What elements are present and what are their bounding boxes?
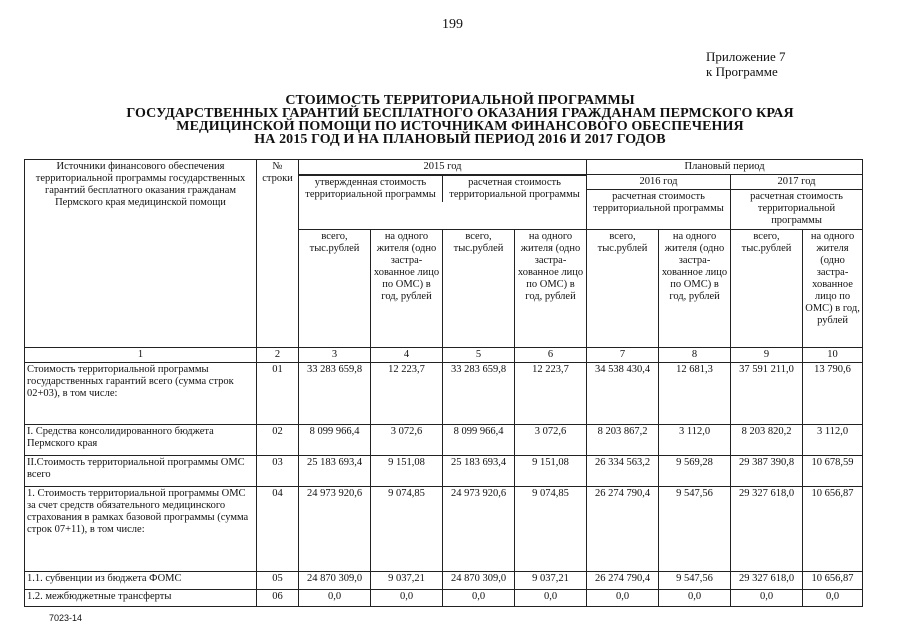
header-per-resident-2016: на одного жителя (одно застра-хованное лицо по ОМС) в год, рублей	[659, 230, 731, 348]
row-value: 3 112,0	[659, 425, 731, 456]
column-number: 4	[371, 348, 443, 363]
header-year-2017: 2017 год	[731, 175, 863, 190]
row-value: 26 274 790,4	[587, 487, 659, 572]
row-value: 24 973 920,6	[443, 487, 515, 572]
row-value: 0,0	[515, 590, 587, 607]
table-row	[25, 363, 863, 425]
row-value: 10 656,87	[803, 487, 863, 572]
row-value: 0,0	[443, 590, 515, 607]
row-number: 04	[257, 487, 299, 572]
title-line-3: МЕДИЦИНСКОЙ ПОМОЩИ ПО ИСТОЧНИКАМ ФИНАНСОВОГО ОБЕСПЕЧЕНИЯ	[176, 119, 744, 134]
row-source-name: Стоимость территориальной программы государственных гарантий всего (сумма строк 02+03), в том числе:	[25, 363, 257, 425]
row-value: 9 547,56	[659, 487, 731, 572]
row-value: 25 183 693,4	[299, 456, 371, 487]
table-body	[25, 363, 863, 607]
row-value: 0,0	[803, 590, 863, 607]
row-number: 06	[257, 590, 299, 607]
row-value: 34 538 430,4	[587, 363, 659, 425]
row-value: 9 037,21	[371, 572, 443, 590]
row-value: 12 223,7	[371, 363, 443, 425]
row-number: 02	[257, 425, 299, 456]
header-row-number: № строки	[257, 160, 299, 348]
row-value: 9 074,85	[515, 487, 587, 572]
appendix-line-2: к Программе	[706, 64, 778, 79]
row-value: 10 678,59	[803, 456, 863, 487]
row-value: 29 327 618,0	[731, 487, 803, 572]
column-number: 7	[587, 348, 659, 363]
header-source: Источники финансового обеспечения территориальной программы государственных гарантий бесплатного оказания гражданам Пермского края медицинской помощи	[25, 160, 257, 348]
header-planned-period: Плановый период	[587, 160, 863, 175]
column-number: 5	[443, 348, 515, 363]
column-number: 8	[659, 348, 731, 363]
row-value: 9 569,28	[659, 456, 731, 487]
title-line-1: СТОИМОСТЬ ТЕРРИТОРИАЛЬНОЙ ПРОГРАММЫ	[285, 93, 635, 108]
row-value: 26 274 790,4	[587, 572, 659, 590]
row-value: 8 099 966,4	[443, 425, 515, 456]
row-value: 10 656,87	[803, 572, 863, 590]
row-value: 0,0	[587, 590, 659, 607]
table-row	[25, 487, 863, 572]
title-line-2: ГОСУДАРСТВЕННЫХ ГАРАНТИЙ БЕСПЛАТНОГО ОКАЗАНИЯ ГРАЖДАНАМ ПЕРМСКОГО КРАЯ	[126, 106, 794, 121]
row-value: 8 099 966,4	[299, 425, 371, 456]
row-value: 0,0	[731, 590, 803, 607]
page-number: 199	[442, 17, 463, 32]
table-row	[25, 572, 863, 590]
row-value: 9 547,56	[659, 572, 731, 590]
row-value: 33 283 659,8	[299, 363, 371, 425]
row-value: 9 151,08	[371, 456, 443, 487]
row-source-name: 1.2. межбюджетные трансферты	[25, 590, 257, 607]
row-value: 9 037,21	[515, 572, 587, 590]
row-value: 24 973 920,6	[299, 487, 371, 572]
row-value: 8 203 867,2	[587, 425, 659, 456]
appendix-note	[706, 49, 786, 79]
header-year-2016: 2016 год	[587, 175, 731, 190]
row-source-name: 1. Стоимость территориальной программы ОМС за счет средств обязательного медицинского страхования в рамках базовой программы (сумма строк 07+11), в том числе:	[25, 487, 257, 572]
row-number: 01	[257, 363, 299, 425]
row-value: 12 223,7	[515, 363, 587, 425]
title-line-4: НА 2015 ГОД И НА ПЛАНОВЫЙ ПЕРИОД 2016 И 2017 ГОДОВ	[254, 132, 666, 147]
column-number: 2	[257, 348, 299, 363]
footer-code: 7023-14	[49, 613, 83, 623]
header-total-2017: всего, тыс.рублей	[731, 230, 803, 348]
header-total-2015-calculated: всего, тыс.рублей	[443, 230, 515, 348]
column-number: 6	[515, 348, 587, 363]
row-value: 24 870 309,0	[443, 572, 515, 590]
appendix-line-1: Приложение 7	[706, 49, 786, 64]
row-value: 24 870 309,0	[299, 572, 371, 590]
header-per-resident-2015-calculated: на одного жителя (одно застра-хованное лицо по ОМС) в год, рублей	[515, 230, 587, 348]
row-value: 0,0	[659, 590, 731, 607]
row-value: 8 203 820,2	[731, 425, 803, 456]
row-number: 05	[257, 572, 299, 590]
header-2017-calculated: расчетная стоимость территориальной программы	[731, 190, 863, 230]
row-value: 33 283 659,8	[443, 363, 515, 425]
column-number: 10	[803, 348, 863, 363]
row-value: 3 072,6	[515, 425, 587, 456]
row-value: 29 387 390,8	[731, 456, 803, 487]
row-source-name: II.Стоимость территориальной программы ОМС всего	[25, 456, 257, 487]
table-row	[25, 456, 863, 487]
financing-table	[24, 159, 863, 607]
document-title	[60, 94, 860, 146]
header-2015-placeholder	[299, 175, 587, 230]
row-value: 9 074,85	[371, 487, 443, 572]
column-number: 9	[731, 348, 803, 363]
row-value: 3 112,0	[803, 425, 863, 456]
header-2015-calculated: расчетная стоимость территориальной программы	[443, 175, 586, 202]
row-value: 9 151,08	[515, 456, 587, 487]
column-number: 1	[25, 348, 257, 363]
row-source-name: I. Средства консолидированного бюджета Пермского края	[25, 425, 257, 456]
row-value: 13 790,6	[803, 363, 863, 425]
row-value: 0,0	[299, 590, 371, 607]
header-per-resident-2015-approved: на одного жителя (одно застра-хованное лицо по ОМС) в год, рублей	[371, 230, 443, 348]
column-number: 3	[299, 348, 371, 363]
row-value: 29 327 618,0	[731, 572, 803, 590]
row-number: 03	[257, 456, 299, 487]
header-total-2015-approved: всего, тыс.рублей	[299, 230, 371, 348]
row-value: 25 183 693,4	[443, 456, 515, 487]
table-row	[25, 425, 863, 456]
row-value: 37 591 211,0	[731, 363, 803, 425]
row-value: 26 334 563,2	[587, 456, 659, 487]
table-row	[25, 590, 863, 607]
row-value: 12 681,3	[659, 363, 731, 425]
column-number-row	[25, 348, 863, 363]
header-2016-calculated: расчетная стоимость территориальной программы	[587, 190, 731, 230]
row-value: 0,0	[371, 590, 443, 607]
row-value: 3 072,6	[371, 425, 443, 456]
header-2015-approved: утвержденная стоимость территориальной программы	[299, 175, 443, 202]
row-source-name: 1.1. субвенции из бюджета ФОМС	[25, 572, 257, 590]
header-year-2015: 2015 год	[299, 160, 587, 175]
header-total-2016: всего, тыс.рублей	[587, 230, 659, 348]
header-per-resident-2017: на одного жителя (одно застра-хованное лицо по ОМС) в год, рублей	[803, 230, 863, 348]
